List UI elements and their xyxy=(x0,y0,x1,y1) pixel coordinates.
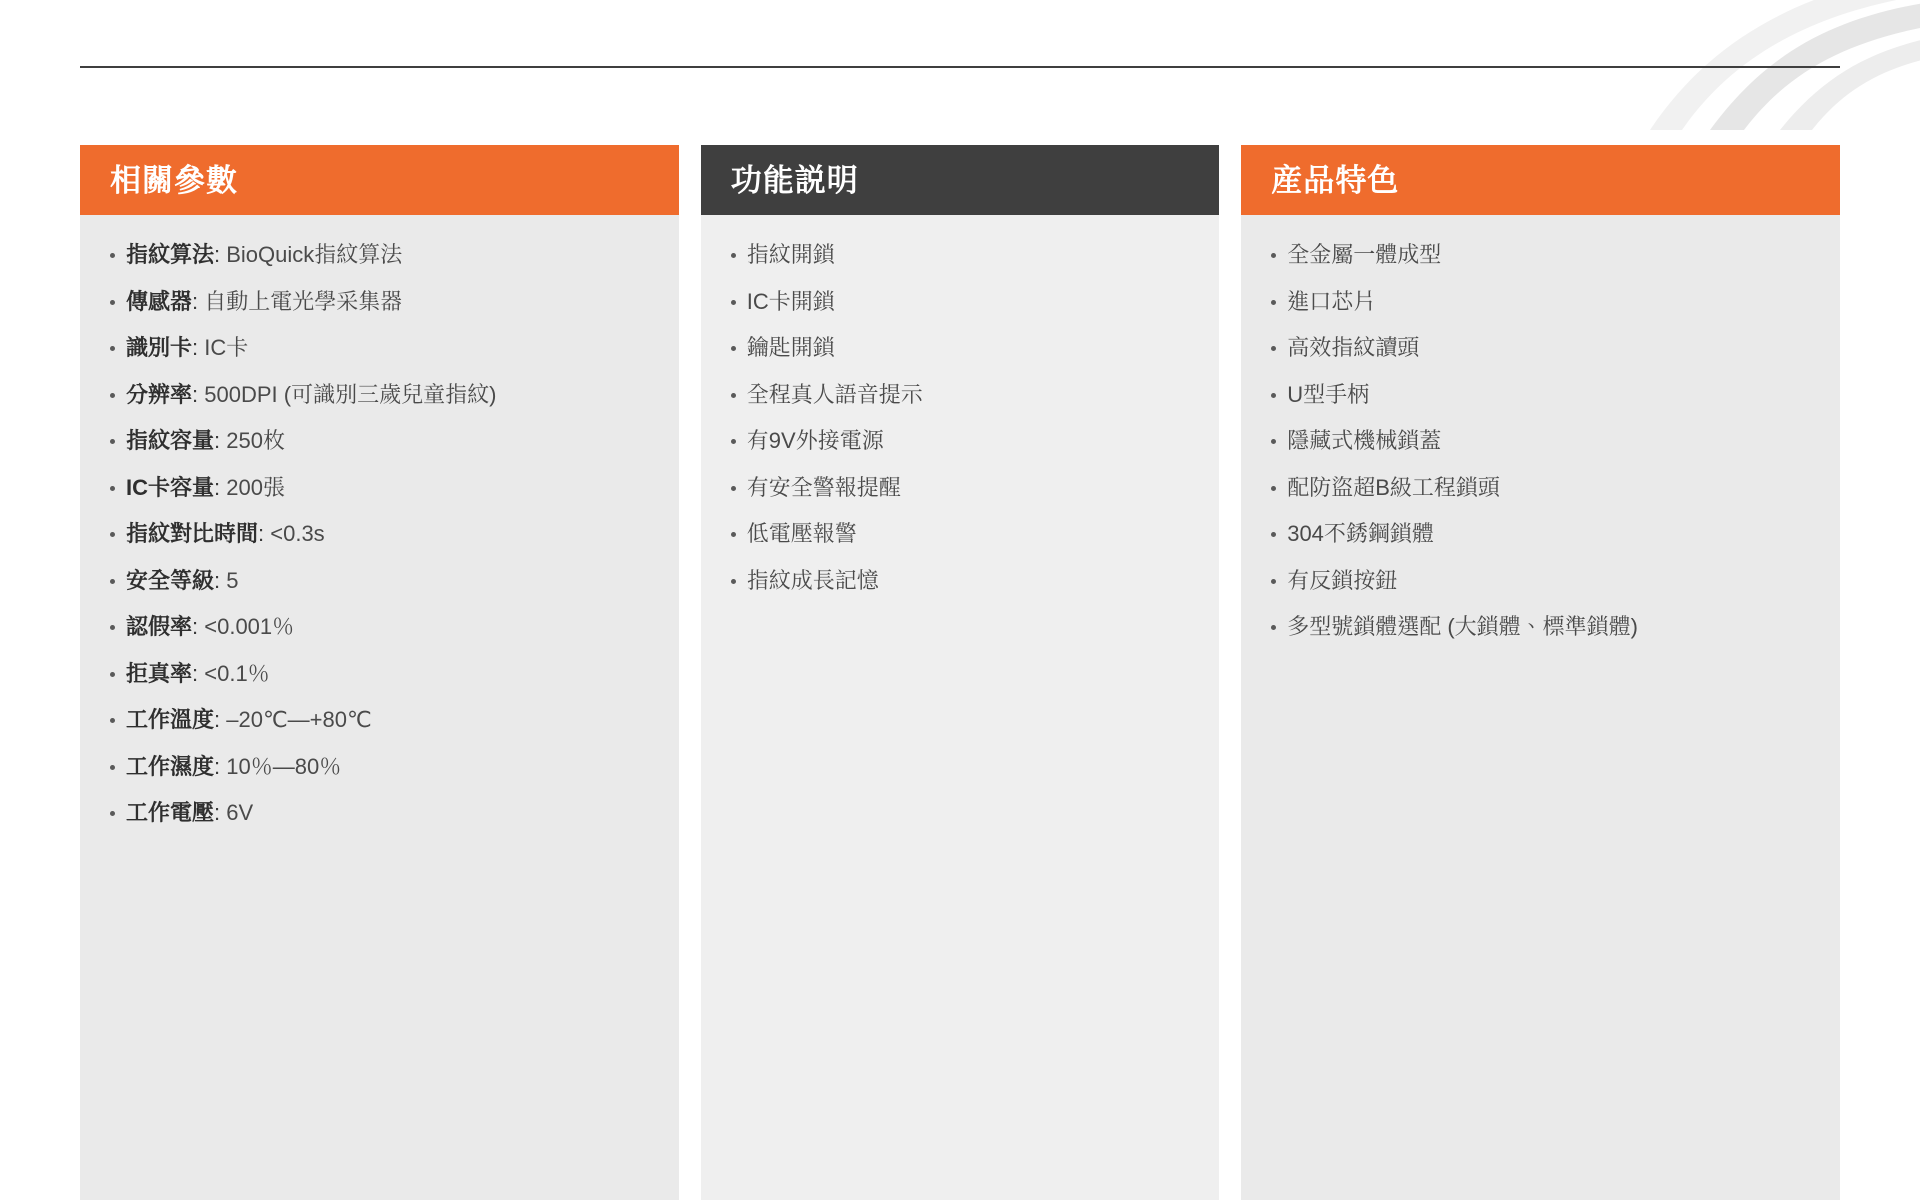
spec-value: 200張 xyxy=(226,474,285,500)
spec-value: <0.001％ xyxy=(204,614,295,639)
spec-list-product-features xyxy=(1267,241,1814,641)
column-title: 産品特色 xyxy=(1271,162,1400,198)
spec-sep: : xyxy=(192,335,205,360)
list-item xyxy=(1267,427,1814,455)
spec-value: <0.3s xyxy=(270,521,325,546)
list-item xyxy=(106,613,653,641)
spec-value: 6V xyxy=(226,800,254,825)
spec-sep: : xyxy=(258,521,271,546)
list-item xyxy=(727,567,1193,595)
list-item xyxy=(727,334,1193,362)
spec-value: 有9V外接電源 xyxy=(746,428,884,453)
list-item xyxy=(106,520,653,548)
spec-value: 配防盜超B級工程鎖頭 xyxy=(1287,474,1500,500)
list-item xyxy=(106,334,653,362)
column-header-function-description xyxy=(701,145,1219,215)
spec-term: IC卡容量 xyxy=(126,474,215,500)
spec-term: 傳感器 xyxy=(126,288,193,314)
spec-value: U型手柄 xyxy=(1287,381,1370,407)
spec-value: 有安全警報提醒 xyxy=(746,474,901,500)
spec-column-function-description xyxy=(701,145,1219,1200)
spec-sep: : xyxy=(214,474,227,500)
spec-column-related-parameters xyxy=(80,145,679,1200)
spec-term: 指紋容量 xyxy=(126,428,215,453)
list-item xyxy=(1267,613,1814,641)
spec-term: 識別卡 xyxy=(126,335,193,360)
spec-list-function-description xyxy=(727,241,1193,594)
spec-term: 工作電壓 xyxy=(126,800,215,825)
list-item xyxy=(106,660,653,688)
list-item xyxy=(727,427,1193,455)
spec-sep: : xyxy=(214,567,227,593)
column-body-related-parameters xyxy=(80,215,679,1200)
spec-value: 多型號鎖體選配 (大鎖體、標準鎖體) xyxy=(1287,614,1638,639)
list-item xyxy=(727,381,1193,409)
spec-value: IC卡 xyxy=(204,335,249,360)
header-divider xyxy=(80,66,1840,68)
spec-term: 認假率 xyxy=(126,614,193,639)
list-item xyxy=(727,288,1193,316)
spec-value: 304不銹鋼鎖體 xyxy=(1287,521,1434,546)
spec-value: <0.1％ xyxy=(204,660,270,686)
spec-term: 工作溫度 xyxy=(126,707,215,732)
list-item xyxy=(727,520,1193,548)
spec-sep: : xyxy=(192,614,205,639)
spec-sep: : xyxy=(214,753,227,779)
spec-value: IC卡開鎖 xyxy=(746,288,835,314)
spec-value: 進口芯片 xyxy=(1287,288,1376,314)
spec-sep: : xyxy=(214,800,227,825)
list-item xyxy=(1267,520,1814,548)
column-header-related-parameters xyxy=(80,145,679,215)
column-body-product-features xyxy=(1241,215,1840,1200)
spec-value: 500DPI (可識別三歲兒童指紋) xyxy=(204,381,497,407)
spec-term: 指紋算法 xyxy=(126,242,215,267)
spec-sep: : xyxy=(214,707,227,732)
spec-column-product-features xyxy=(1241,145,1840,1200)
spec-value: 全程真人語音提示 xyxy=(746,381,923,407)
spec-sep: : xyxy=(214,428,227,453)
spec-list-related-parameters xyxy=(106,241,653,827)
column-header-product-features xyxy=(1241,145,1840,215)
spec-value: 有反鎖按鈕 xyxy=(1287,567,1398,593)
spec-value: 隱藏式機械鎖蓋 xyxy=(1287,428,1442,453)
corner-decoration xyxy=(1500,0,1920,130)
list-item xyxy=(1267,474,1814,502)
list-item xyxy=(106,288,653,316)
list-item xyxy=(106,706,653,734)
list-item xyxy=(727,241,1193,269)
spec-value: 5 xyxy=(226,567,239,593)
column-title: 功能説明 xyxy=(730,162,859,198)
list-item xyxy=(106,427,653,455)
spec-term: 安全等級 xyxy=(126,567,215,593)
list-item xyxy=(727,474,1193,502)
list-item xyxy=(106,241,653,269)
list-item xyxy=(1267,567,1814,595)
spec-value: 指紋成長記憶 xyxy=(746,567,879,593)
spec-value: 10％—80％ xyxy=(226,753,342,779)
column-title: 相關參數 xyxy=(110,162,238,198)
spec-value: 250枚 xyxy=(226,428,285,453)
list-item xyxy=(1267,241,1814,269)
list-item xyxy=(106,567,653,595)
spec-sep: : xyxy=(192,381,205,407)
spec-columns xyxy=(80,145,1840,1200)
list-item xyxy=(1267,288,1814,316)
spec-value: 全金屬一體成型 xyxy=(1287,242,1442,267)
list-item xyxy=(1267,381,1814,409)
spec-value: 低電壓報警 xyxy=(746,521,857,546)
spec-term: 分辨率 xyxy=(126,381,193,407)
spec-term: 拒真率 xyxy=(126,660,193,686)
spec-sep: : xyxy=(192,660,205,686)
list-item xyxy=(106,799,653,827)
column-body-function-description xyxy=(701,215,1219,1200)
spec-term: 指紋對比時間 xyxy=(126,521,259,546)
spec-sep: : xyxy=(214,242,227,267)
spec-value: 鑰匙開鎖 xyxy=(746,335,835,360)
list-item xyxy=(106,474,653,502)
spec-value: 高效指紋讀頭 xyxy=(1287,335,1420,360)
spec-term: 工作濕度 xyxy=(126,753,215,779)
spec-value: –20℃—+80℃ xyxy=(226,707,372,732)
list-item xyxy=(1267,334,1814,362)
spec-value: 指紋開鎖 xyxy=(746,242,835,267)
spec-value: 自動上電光學采集器 xyxy=(204,288,403,314)
spec-value: BioQuick指紋算法 xyxy=(226,242,403,267)
spec-sep: : xyxy=(192,288,205,314)
list-item xyxy=(106,753,653,781)
list-item xyxy=(106,381,653,409)
